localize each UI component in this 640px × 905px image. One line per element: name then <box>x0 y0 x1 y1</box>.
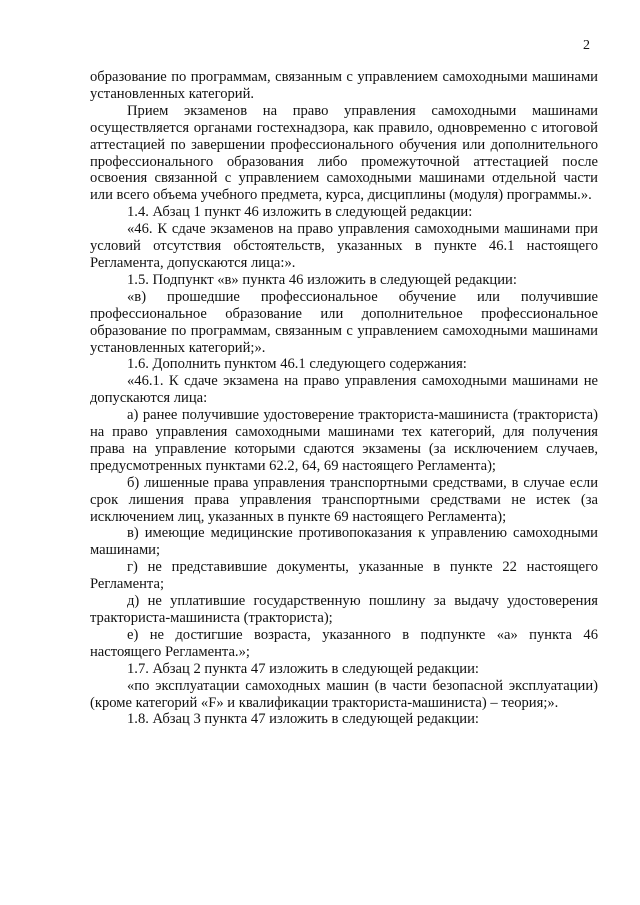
paragraph-exam-procedure: Прием экзаменов на право управления самоходными машинами осуществляется органами гостехнадзора, как правило, одновременно с итоговой аттестацией по завершении профессионального обучения или дополнительного профессионального образования либо промежуточной аттестацией после освоения связанной с управлением самоходными машинами отдельной части или всего объема учебного предмета, курса, дисциплины (модуля) программы.». <box>90 102 598 204</box>
paragraph-subclause-v: «в) прошедшие профессиональное обучение или получившие профессиональное образование или дополнительное профессиональное образование по программам, связанным с управлением самоходными машинами установленных категорий;». <box>90 288 598 356</box>
list-item-d: д) не уплатившие государственную пошлину за выдачу удостоверения тракториста-машиниста (тракториста); <box>90 593 598 626</box>
paragraph-amendment-1-7: 1.7. Абзац 2 пункта 47 изложить в следующей редакции: <box>127 660 479 677</box>
page-number: 2 <box>583 38 590 53</box>
paragraph-amendment-1-4: 1.4. Абзац 1 пункт 46 изложить в следующей редакции: <box>127 204 473 221</box>
paragraph-clause-46-1: «46.1. К сдаче экзамена на право управления самоходными машинами не допускаются лица: <box>90 373 598 407</box>
paragraph-amendment-1-8: 1.8. Абзац 3 пункта 47 изложить в следующей редакции: <box>127 711 479 728</box>
list-item-g: г) не представившие документы, указанные в пункте 22 настоящего Регламента; <box>90 559 598 593</box>
list-item-b: б) лишенные права управления транспортными средствами, в случае если срок лишения права управления транспортными средствами не истек (за исключением лиц, указанных в пункте 69 настоящего Регламента); <box>90 474 598 525</box>
list-item-a: а) ранее получившие удостоверение тракториста-машиниста (тракториста) на право управления самоходными машинами тех категорий, для получения права на управление которыми сдаются экзамены (за исключением случаев, предусмотренных пунктами 62.2, 64, 69 настоящего Регламента); <box>90 407 598 474</box>
list-item-v: в) имеющие медицинские противопоказания к управлению самоходными машинами; <box>90 525 598 559</box>
list-item-e: е) не достигшие возраста, указанного в подпункте «а» пункта 46 настоящего Регламента.»; <box>90 626 598 660</box>
paragraph-clause-46: «46. К сдаче экзаменов на право управления самоходными машинами при условий отсутствия обстоятельств, указанных в пункте 46.1 настоящего Регламента, допускаются лица:». <box>90 221 598 271</box>
document-body <box>90 69 598 728</box>
paragraph-amendment-1-5: 1.5. Подпункт «в» пункта 46 изложить в следующей редакции: <box>127 271 517 288</box>
paragraph-operation-theory: «по эксплуатации самоходных машин (в части безопасной эксплуатации) (кроме категорий «F» и квалификации тракториста-машиниста) – теория;». <box>90 677 598 711</box>
paragraph-continuation: образование по программам, связанным с управлением самоходными машинами установленных категорий. <box>90 69 598 102</box>
paragraph-amendment-1-6: 1.6. Дополнить пунктом 46.1 следующего содержания: <box>127 356 467 373</box>
